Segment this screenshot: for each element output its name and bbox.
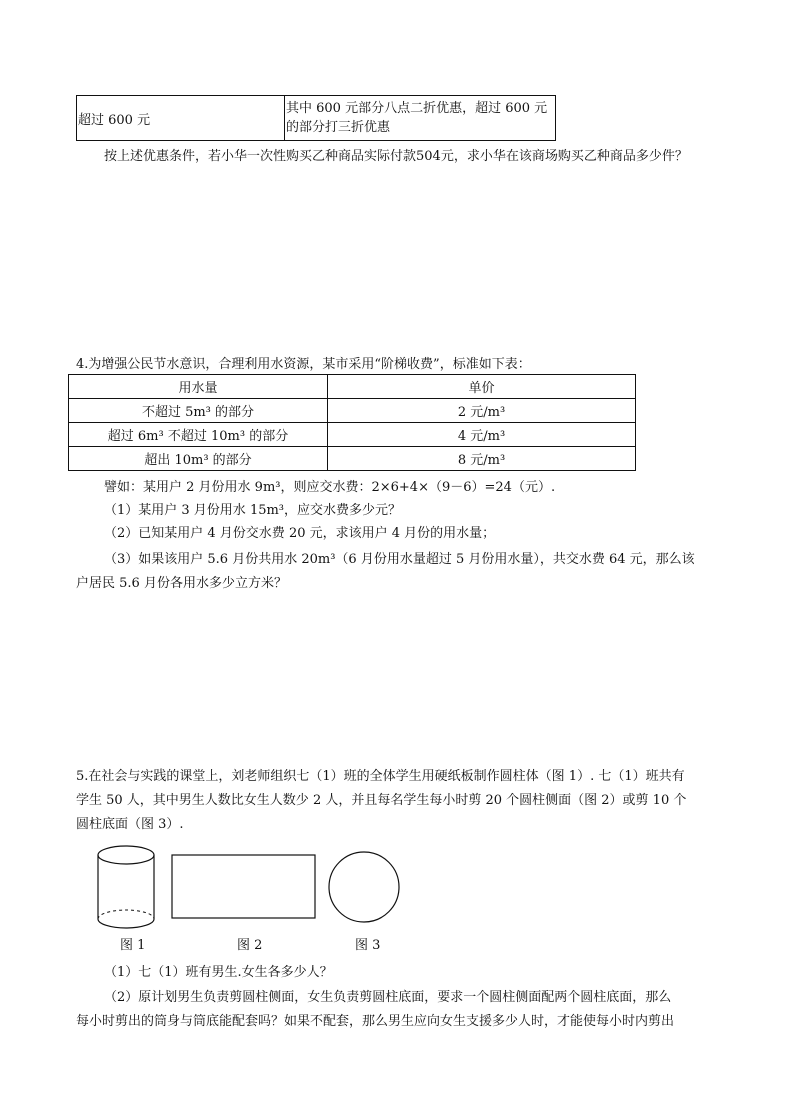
water-price-table xyxy=(68,374,636,471)
table-row xyxy=(69,423,636,447)
discount-condition-cell xyxy=(77,96,285,141)
q5-line3: 圆柱底面（图 3）. xyxy=(76,817,184,832)
q4-sub2: （2）已知某用户 4 月份交水费 20 元，求该用户 4 月份的用水量； xyxy=(104,526,496,541)
rectangle-figure xyxy=(171,854,317,920)
fig1-label: 图 1 xyxy=(120,938,146,953)
water-table-price-cell: 2 元/m³ xyxy=(328,399,636,423)
fig3-label: 图 3 xyxy=(355,938,381,953)
q5-sub1: （1）七（1）班有男生.女生各多少人？ xyxy=(104,965,333,980)
fig2-label: 图 2 xyxy=(237,938,263,953)
q5-line1: 5.在社会与实践的课堂上，刘老师组织七（1）班的全体学生用硬纸板制作圆柱体（图 1）. 七（1）班共有 xyxy=(76,769,685,784)
water-table-header-price: 单价 xyxy=(328,375,636,399)
q3-question: 按上述优惠条件，若小华一次性购买乙种商品实际付款504元，求小华在该商场购买乙种商品多少件？ xyxy=(104,149,688,164)
discount-table xyxy=(76,95,556,141)
water-table-price-cell: 8 元/m³ xyxy=(328,447,636,471)
q5-sub2-line1: （2）原计划男生负责剪圆柱侧面，女生负责剪圆柱底面，要求一个圆柱侧面配两个圆柱底面，那么 xyxy=(104,990,672,1005)
table-row xyxy=(69,399,636,423)
discount-rule-cell xyxy=(285,96,556,141)
q4-example: 譬如：某用户 2 月份用水 9m³，则应交水费：2×6+4×（9－6）=24（元）. xyxy=(104,480,556,495)
water-table-header-row xyxy=(69,375,636,399)
water-table-usage-cell: 超过 6m³ 不超过 10m³ 的部分 xyxy=(69,423,328,447)
q5-line2: 学生 50 人，其中男生人数比女生人数少 2 人，并且每名学生每小时剪 20 个圆柱侧面（图 2）或剪 10 个 xyxy=(76,793,687,808)
discount-condition-text: 超过 600 元 xyxy=(78,112,151,128)
table-row xyxy=(69,447,636,471)
cylinder-figure xyxy=(94,842,158,932)
q4-sub3-line1: （3）如果该用户 5.6 月份共用水 20m³（6 月份用水量超过 5 月份用水量），共交水费 64 元，那么该 xyxy=(104,552,695,567)
q4-intro: 4.为增强公民节水意识，合理利用水资源，某市采用“阶梯收费”，标准如下表： xyxy=(76,357,531,372)
water-table-header-usage: 用水量 xyxy=(69,375,328,399)
discount-rule-line1: 其中 600 元部分八点二折优惠，超过 600 元 xyxy=(286,101,548,116)
q4-sub1: （1）某用户 3 月份用水 15m³，应交水费多少元？ xyxy=(104,503,402,518)
water-table-usage-cell: 不超过 5m³ 的部分 xyxy=(69,399,328,423)
discount-rule-line2: 的部分打三折优惠 xyxy=(286,120,391,135)
circle-figure xyxy=(327,850,401,924)
q5-sub2-line2: 每小时剪出的筒身与筒底能配套吗？如果不配套，那么男生应向女生支援多少人时，才能使每小时内剪出 xyxy=(76,1014,675,1029)
water-table-usage-cell: 超出 10m³ 的部分 xyxy=(69,447,328,471)
water-table-price-cell: 4 元/m³ xyxy=(328,423,636,447)
q4-sub3-line2: 户居民 5.6 月份各用水多少立方米？ xyxy=(76,576,287,591)
